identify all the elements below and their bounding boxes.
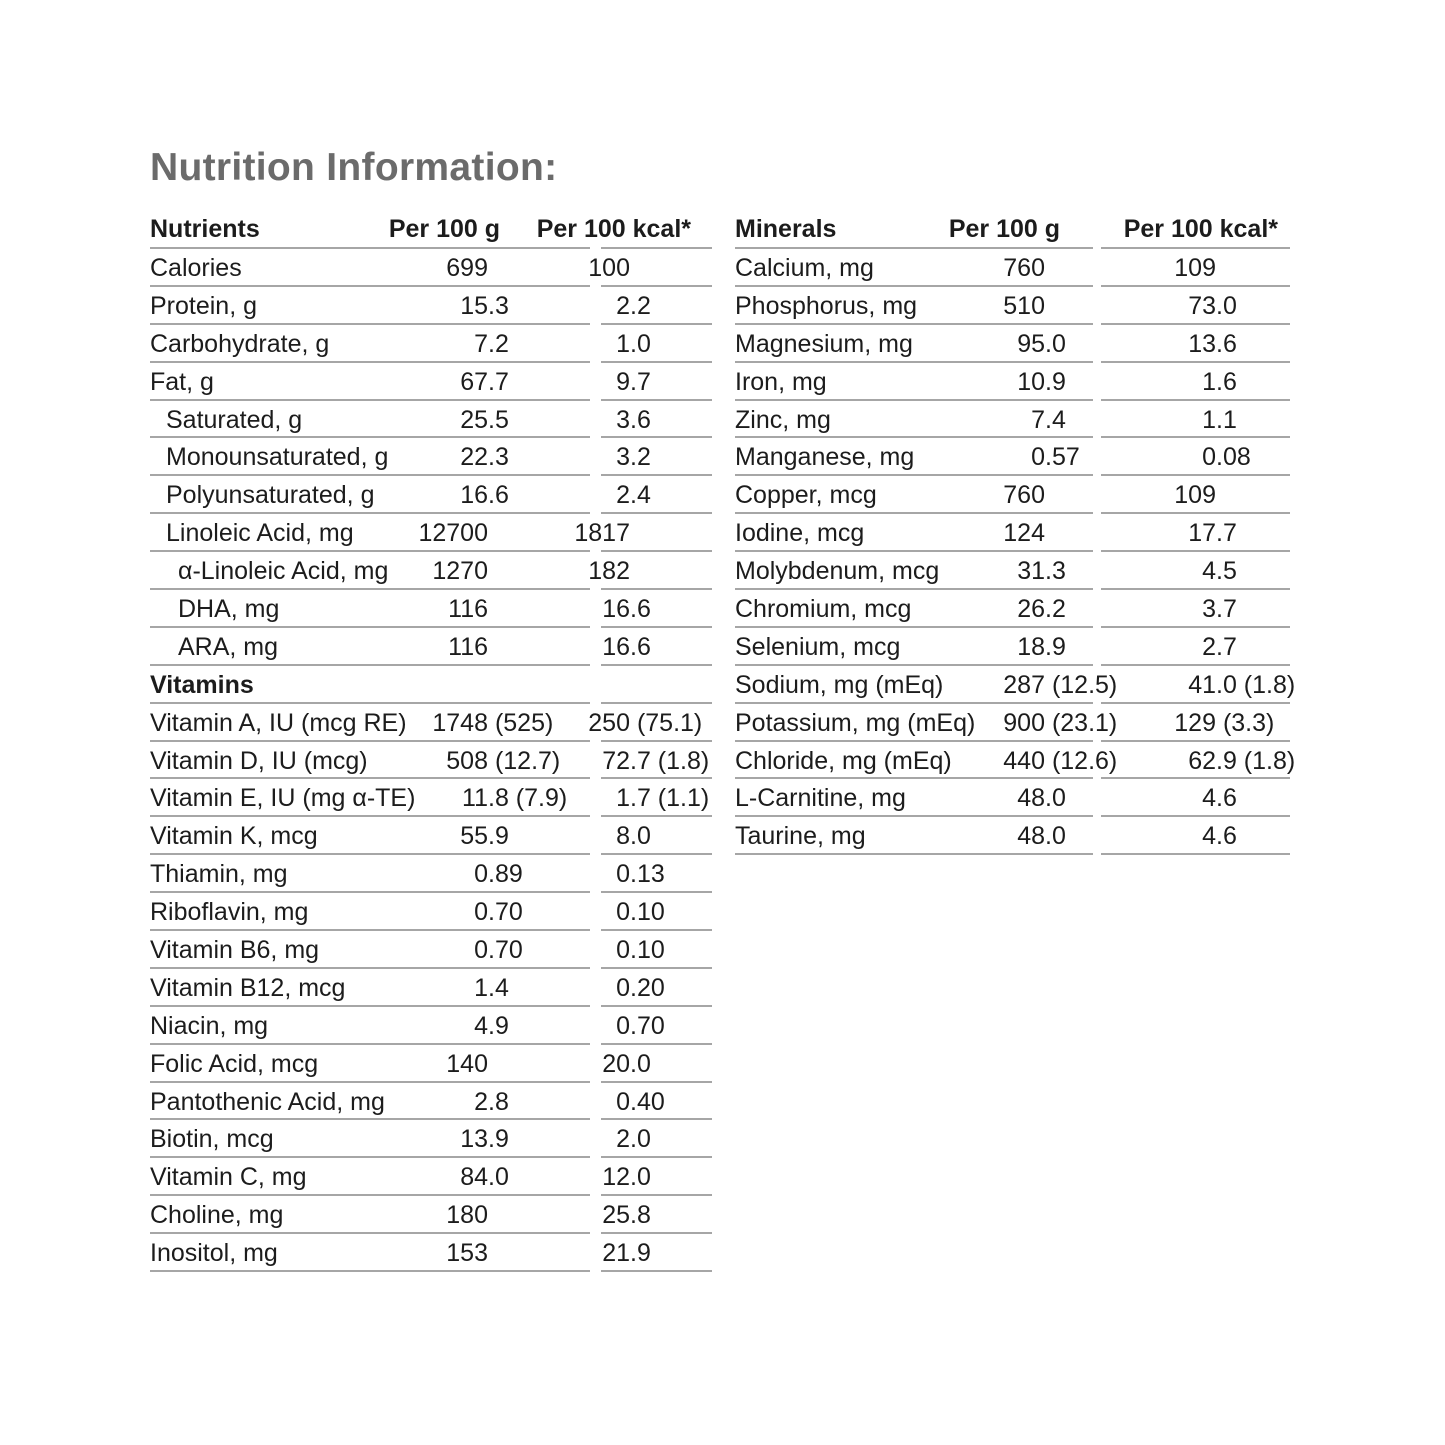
table-row [150,1045,715,1083]
table-row [150,552,715,590]
row-label: Vitamin E, IU (mg α-TE) [150,784,416,813]
value-per-100g-fraction: .4 [488,973,509,1002]
value-per-100kcal-fraction: .13 [630,860,665,889]
row-label: Protein, g [150,291,258,320]
row-label: DHA, mg [178,595,280,624]
value-per-100g: 26 [1017,595,1045,624]
row-label: Magnesium, mg [735,329,913,358]
value-per-100kcal-fraction: .7 (1.1) [630,784,710,813]
value-per-100kcal: 73 [1188,291,1216,320]
table-row [150,855,715,893]
value-per-100kcal: 129 [1174,708,1216,737]
row-divider-line [735,853,1093,855]
row-label: Iodine, mcg [735,519,865,548]
row-label: Selenium, mcg [735,632,901,661]
value-per-100g: 0 [474,936,488,965]
row-divider-line [1101,853,1290,855]
row-label: Vitamin A, IU (mcg RE) [150,708,407,737]
value-per-100kcal: 0 [1202,443,1216,472]
row-label: Vitamin B6, mg [150,936,320,965]
row-label: Manganese, mg [735,443,915,472]
table-row [735,628,1290,666]
row-label: Thiamin, mg [150,860,288,889]
row-label: L-Carnitine, mg [735,784,906,813]
table-row [150,779,715,817]
value-per-100kcal: 109 [1174,254,1216,282]
value-per-100g: 95 [1017,329,1045,358]
value-per-100g-fraction: .57 [1045,443,1080,472]
value-per-100kcal: 2 [616,291,630,320]
row-label: Monounsaturated, g [166,443,389,472]
row-label: Iron, mg [735,367,827,396]
row-label: Folic Acid, mcg [150,1049,319,1078]
row-label: Molybdenum, mcg [735,557,940,586]
row-label: Vitamin C, mg [150,1163,307,1192]
row-divider-line [601,1270,712,1272]
value-per-100kcal-fraction: .7 [1216,595,1237,624]
value-per-100g: 55 [460,822,488,851]
table-row [735,779,1290,817]
value-per-100g-fraction: .9 [488,1125,509,1154]
value-per-100g: 13 [460,1125,488,1154]
value-per-100g: 7 [1031,405,1045,434]
value-per-100kcal-fraction: (3.3) [1216,708,1275,737]
table-row [735,590,1290,628]
value-per-100kcal-fraction: .7 [1216,632,1237,661]
row-label: Polyunsaturated, g [166,481,375,510]
value-per-100g-fraction: .9 [488,822,509,851]
value-per-100g-fraction: (23.1) [1045,708,1118,737]
value-per-100g-fraction: (12.6) [1045,746,1118,775]
value-per-100g: 760 [1003,254,1045,282]
value-per-100g: 900 [1003,708,1045,737]
row-label: Fat, g [150,367,214,396]
value-per-100kcal: 4 [1202,822,1216,851]
value-per-100kcal-fraction: .70 [630,1011,665,1040]
value-per-100g: 0 [474,860,488,889]
value-per-100g-fraction: .2 [488,329,509,358]
value-per-100g: 1270 [432,557,488,586]
table-row [150,401,715,439]
table-row [735,438,1290,476]
value-per-100kcal: 182 [588,557,630,586]
value-per-100g-fraction: .3 [1045,557,1066,586]
value-per-100g-fraction: .8 [488,1087,509,1116]
value-per-100kcal: 0 [616,973,630,1002]
value-per-100g: 48 [1017,822,1045,851]
value-per-100g-fraction: .9 [1045,632,1066,661]
value-per-100g: 10 [1017,367,1045,396]
value-per-100kcal: 2 [1202,632,1216,661]
value-per-100kcal-fraction: .9 (1.8) [1216,746,1296,775]
row-label: Vitamin D, IU (mcg) [150,746,368,775]
value-per-100kcal-fraction: .0 [630,1163,651,1192]
value-per-100kcal-fraction: .9 [630,1239,651,1268]
value-per-100g: 116 [448,595,488,624]
table-row [735,817,1290,855]
value-per-100kcal-fraction: .6 [630,405,651,434]
table-row [150,438,715,476]
row-label: Vitamin B12, mcg [150,973,346,1002]
value-per-100g: 508 [446,746,488,775]
minerals-table-body [735,249,1296,855]
value-per-100g-fraction: .5 [488,405,509,434]
value-per-100g: 124 [1003,519,1045,548]
value-per-100g-fraction: .70 [488,936,523,965]
table-row [150,931,715,969]
value-per-100kcal: 0 [616,898,630,927]
value-per-100kcal-fraction: .7 [1216,519,1237,548]
row-label: ARA, mg [178,632,279,661]
value-per-100kcal-fraction: .7 [630,367,651,396]
value-per-100kcal-fraction: .6 [1216,367,1237,396]
table-row [150,1007,715,1045]
value-per-100kcal: 8 [616,822,630,851]
value-per-100g: 48 [1017,784,1045,813]
minerals-table-header [735,210,1290,249]
column-header-per-100g: Per 100 g [948,215,1060,243]
value-per-100g-fraction: .4 [1045,405,1066,434]
table-row [150,628,715,666]
value-per-100kcal-fraction: .20 [630,973,665,1002]
row-label: Taurine, mg [735,822,866,851]
row-label: Carbohydrate, g [150,329,330,358]
value-per-100kcal: 1817 [574,519,630,548]
value-per-100g: 0 [474,898,488,927]
table-row [150,1234,715,1272]
value-per-100g: 15 [460,291,488,320]
value-per-100g: 0 [1031,443,1045,472]
row-label: Pantothenic Acid, mg [150,1087,385,1116]
value-per-100kcal: 41 [1188,670,1216,699]
value-per-100kcal-fraction: .0 (1.8) [1216,670,1296,699]
value-per-100kcal-fraction: .0 [630,1125,651,1154]
value-per-100g: 140 [446,1049,488,1078]
value-per-100kcal-fraction: .4 [630,481,651,510]
table-row [735,666,1296,704]
value-per-100g-fraction: .70 [488,898,523,927]
value-per-100kcal: 12 [602,1163,630,1192]
value-per-100g-fraction: .3 [488,291,509,320]
value-per-100kcal: 9 [616,367,630,396]
value-per-100g: 1748 [432,708,488,737]
value-per-100kcal: 0 [616,936,630,965]
value-per-100kcal: 17 [1188,519,1216,548]
column-header-minerals: Minerals [735,215,837,243]
table-row [735,401,1290,439]
table-row [150,817,715,855]
value-per-100kcal: 16 [602,632,630,661]
value-per-100kcal: 109 [1174,481,1216,510]
value-per-100kcal: 20 [602,1049,630,1078]
row-label: Phosphorus, mg [735,291,918,320]
value-per-100g-fraction: (12.7) [488,746,561,775]
row-label: Copper, mcg [735,481,877,510]
value-per-100g: 84 [460,1163,488,1192]
table-row [150,1158,715,1196]
row-label: Potassium, mg (mEq) [735,708,976,737]
row-label: Calcium, mg [735,254,874,282]
value-per-100kcal: 1 [616,329,630,358]
value-per-100kcal: 4 [1202,784,1216,813]
value-per-100kcal: 72 [602,746,630,775]
row-label: Riboflavin, mg [150,898,309,927]
table-row [735,742,1296,780]
value-per-100g-fraction: .9 [1045,367,1066,396]
row-label: Zinc, mg [735,405,831,434]
row-label: Calories [150,254,242,282]
value-per-100g: 760 [1003,481,1045,510]
column-header-nutrients: Nutrients [150,215,260,243]
table-row [735,325,1290,363]
row-label: α-Linoleic Acid, mg [178,557,389,586]
value-per-100g: 18 [1017,632,1045,661]
row-divider-line [150,1270,590,1272]
table-row [735,514,1290,552]
value-per-100g: 7 [474,329,488,358]
value-per-100kcal-fraction: .10 [630,936,665,965]
table-row [735,704,1290,742]
value-per-100g-fraction: .9 [488,1011,509,1040]
value-per-100kcal-fraction: .6 [630,632,651,661]
value-per-100g: 2 [474,1087,488,1116]
section-header-row [150,666,715,704]
value-per-100g-fraction: .2 [1045,595,1066,624]
value-per-100kcal-fraction: .0 [1216,291,1237,320]
value-per-100kcal: 25 [602,1201,630,1230]
table-row [735,552,1290,590]
value-per-100g: 116 [448,632,488,661]
page-title: Nutrition Information: [150,146,558,189]
value-per-100kcal-fraction: .7 (1.8) [630,746,710,775]
value-per-100g: 4 [474,1011,488,1040]
value-per-100kcal: 3 [616,405,630,434]
row-label: Niacin, mg [150,1011,269,1040]
value-per-100g: 22 [460,443,488,472]
value-per-100g: 1 [474,973,488,1002]
row-label: Chromium, mcg [735,595,912,624]
value-per-100g-fraction: (12.5) [1045,670,1118,699]
value-per-100g-fraction: .0 [488,1163,509,1192]
value-per-100g: 180 [446,1201,488,1230]
value-per-100kcal-fraction: .0 [630,822,651,851]
row-label: Biotin, mcg [150,1125,274,1154]
value-per-100g-fraction: .6 [488,481,509,510]
table-row [150,704,715,742]
table-row [150,893,715,931]
value-per-100kcal-fraction: (75.1) [630,708,703,737]
column-header-per-100kcal: Per 100 kcal* [536,215,691,243]
table-row [150,1083,715,1121]
value-per-100kcal-fraction: .2 [630,291,651,320]
table-row [150,287,715,325]
value-per-100kcal: 4 [1202,557,1216,586]
value-per-100kcal-fraction: .8 [630,1201,651,1230]
table-row [150,476,715,514]
table-row [735,363,1290,401]
value-per-100g: 16 [460,481,488,510]
value-per-100g: 510 [1003,291,1045,320]
value-per-100kcal: 3 [616,443,630,472]
value-per-100kcal-fraction: .1 [1216,405,1237,434]
row-label: Saturated, g [166,405,303,434]
table-row [150,249,715,287]
value-per-100g: 67 [460,367,488,396]
table-row [150,742,715,780]
value-per-100kcal: 250 [588,708,630,737]
value-per-100g: 440 [1003,746,1045,775]
value-per-100g: 11 [462,784,488,813]
value-per-100kcal-fraction: .0 [630,1049,651,1078]
row-label: Vitamin K, mcg [150,822,318,851]
value-per-100kcal: 0 [616,1087,630,1116]
nutrients-table [150,210,715,1272]
value-per-100kcal-fraction: .08 [1216,443,1251,472]
value-per-100kcal: 0 [616,1011,630,1040]
value-per-100g-fraction: (525) [488,708,554,737]
value-per-100g: 287 [1003,670,1045,699]
value-per-100g-fraction: .3 [488,443,509,472]
value-per-100g-fraction: .7 [488,367,509,396]
row-label: Choline, mg [150,1201,284,1230]
value-per-100g: 31 [1017,557,1045,586]
value-per-100kcal: 1 [1202,405,1216,434]
table-row [150,325,715,363]
value-per-100kcal: 100 [588,254,630,282]
table-row [150,590,715,628]
table-row [150,514,715,552]
nutrients-table-header [150,210,715,249]
column-header-per-100g: Per 100 g [388,215,500,243]
value-per-100kcal-fraction: .6 [1216,329,1237,358]
value-per-100kcal: 13 [1188,329,1216,358]
value-per-100kcal: 1 [616,784,630,813]
value-per-100g-fraction: .0 [1045,822,1066,851]
table-row [150,969,715,1007]
table-row [150,1120,715,1158]
table-row [150,1196,715,1234]
table-row [735,249,1290,287]
row-label: Sodium, mg (mEq) [735,670,944,699]
table-row [735,287,1290,325]
value-per-100g: 12700 [418,519,488,548]
column-header-per-100kcal: Per 100 kcal* [1123,215,1278,243]
value-per-100kcal-fraction: .6 [630,595,651,624]
value-per-100kcal-fraction: .6 [1216,784,1237,813]
table-row [150,363,715,401]
value-per-100kcal: 2 [616,481,630,510]
value-per-100kcal-fraction: .0 [630,329,651,358]
row-label: Chloride, mg (mEq) [735,746,952,775]
minerals-table [735,210,1296,855]
value-per-100g: 25 [460,405,488,434]
value-per-100g-fraction: .0 [1045,784,1066,813]
value-per-100kcal: 0 [616,860,630,889]
value-per-100kcal: 16 [602,595,630,624]
nutrients-table-body [150,249,715,1272]
value-per-100g: 699 [446,254,488,282]
value-per-100g-fraction: .0 [1045,329,1066,358]
value-per-100kcal: 21 [602,1239,630,1268]
value-per-100g-fraction: .8 (7.9) [488,784,568,813]
value-per-100kcal-fraction: .5 [1216,557,1237,586]
value-per-100kcal-fraction: .6 [1216,822,1237,851]
table-row [735,476,1290,514]
row-label: Inositol, mg [150,1239,278,1268]
value-per-100kcal-fraction: .10 [630,898,665,927]
row-label: Linoleic Acid, mg [166,519,354,548]
value-per-100kcal: 3 [1202,595,1216,624]
value-per-100kcal: 2 [616,1125,630,1154]
value-per-100kcal: 62 [1188,746,1216,775]
value-per-100g-fraction: .89 [488,860,523,889]
value-per-100kcal-fraction: .40 [630,1087,665,1116]
value-per-100kcal-fraction: .2 [630,443,651,472]
section-label: Vitamins [150,670,254,699]
value-per-100kcal: 1 [1202,367,1216,396]
value-per-100g: 153 [446,1239,488,1268]
